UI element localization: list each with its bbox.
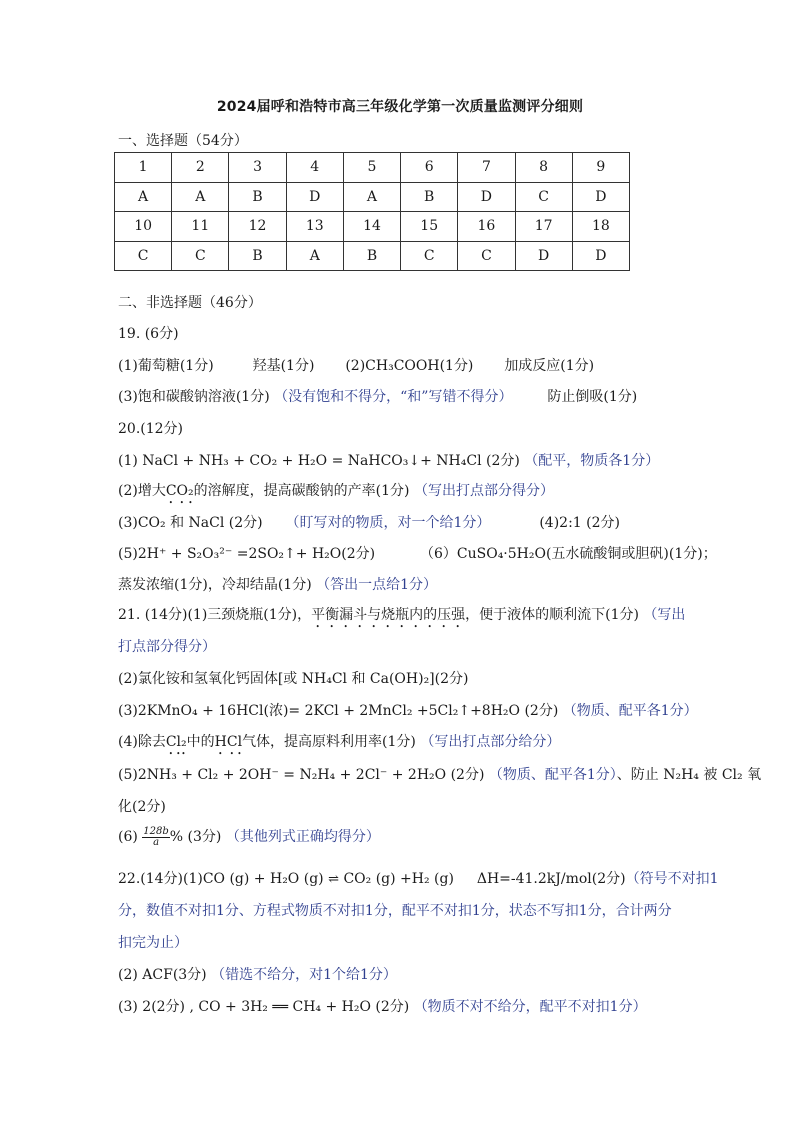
section-choice-heading: 一、选择题（54分）: [118, 133, 248, 149]
q20-line4: [118, 543, 717, 563]
q21-4-b: 中的: [186, 734, 215, 750]
answer-table-cell: D: [286, 182, 343, 212]
q19-2-addition: 加成反应(1分): [504, 358, 595, 374]
q21-6-denominator: a: [153, 836, 160, 848]
q19-3-note: （没有饱和不得分，“和”写错不得分）: [274, 389, 513, 405]
q20-line1: [118, 450, 659, 470]
q21-1-dotted: 平衡漏斗与烧瓶内的压强: [311, 607, 466, 623]
q21-3-note: （物质、配平各1分）: [562, 703, 698, 719]
q19-1-hydroxyl: 羟基(1分): [252, 358, 315, 374]
answer-table-cell: C: [172, 241, 229, 271]
answer-table-cell: C: [401, 241, 458, 271]
q20-3-answer: (3)CO₂ 和 NaCl (2分): [118, 515, 263, 531]
answer-table-row: [115, 212, 630, 242]
q21-5-note: （物质、配平各1分）: [488, 767, 617, 783]
q20-2-note: （写出打点部分得分）: [413, 483, 554, 499]
answer-table-cell: 11: [172, 212, 229, 242]
answer-table-cell: A: [115, 182, 172, 212]
q21-1-note: （写出: [643, 607, 686, 623]
q22-2-note: （错选不给分，对1个给1分）: [211, 967, 397, 983]
q21-line5: [118, 731, 560, 758]
q22-1-reactants: 22.(14分)(1)CO (g) + H₂O (g): [118, 871, 324, 887]
answer-table-cell: 16: [458, 212, 515, 242]
q20-2-text-a: (2)增大: [118, 483, 166, 499]
answer-table-cell: A: [286, 241, 343, 271]
q20-1-equation: (1) NaCl + NH₃ + CO₂ + H₂O = NaHCO₃↓+ NH₄Cl (2分): [118, 453, 520, 469]
q21-6-answer: % (3分): [169, 829, 222, 845]
q19-line2: [118, 386, 637, 406]
q21-4-dotted-cl2: Cl₂: [165, 734, 187, 750]
answer-table-row: [115, 153, 630, 183]
q20-2-text-b: 的溶解度，提高碳酸钠的产率(1分): [193, 483, 410, 499]
q20-heading: 20.(12分): [118, 421, 184, 437]
answer-table-cell: 2: [172, 153, 229, 183]
answer-table-cell: D: [572, 241, 629, 271]
q21-line6: [118, 764, 761, 784]
answer-table-cell: 14: [343, 212, 400, 242]
q19-heading: 19. (6分): [118, 326, 179, 342]
answer-table-cell: D: [458, 182, 515, 212]
answer-table-row: [115, 182, 630, 212]
answer-table-cell: 8: [515, 153, 572, 183]
q21-line2: 打点部分得分）: [118, 639, 216, 655]
answer-table-cell: 4: [286, 153, 343, 183]
q21-6-note: （其他列式正确均得分）: [225, 829, 380, 845]
q22-line5: [118, 996, 647, 1016]
answer-table-cell: A: [172, 182, 229, 212]
q21-1-b: ，便于液体的顺利流下(1分): [465, 607, 639, 623]
q20-6-answer: （6）CuSO₄·5H₂O(五水硫酸铜或胆矾)(1分)；: [419, 546, 717, 562]
answer-table-cell: B: [343, 241, 400, 271]
q20-3-note: （盯写对的物质，对一个给1分）: [285, 515, 491, 531]
q22-1-enthalpy: ΔH=-41.2kJ/mol(2分): [476, 871, 626, 887]
q22-line3: 扣完为止）: [118, 935, 188, 951]
section-nonchoice-heading: 二、非选择题（46分）: [118, 295, 262, 311]
q21-5-tail: 、防止 N₂H₄ 被 Cl₂ 氧: [616, 767, 762, 783]
q22-2-answer: (2) ACF(3分): [118, 967, 207, 983]
answer-table-cell: 5: [343, 153, 400, 183]
q22-1-note: （符号不对扣1: [625, 871, 719, 887]
answer-table-cell: C: [115, 241, 172, 271]
answer-table-cell: 1: [115, 153, 172, 183]
q20-1-note: （配平，物质各1分）: [524, 453, 660, 469]
q21-line7: 化(2分): [118, 799, 166, 815]
answer-table-cell: 17: [515, 212, 572, 242]
answer-table-cell: B: [229, 182, 286, 212]
answer-table-cell: 3: [229, 153, 286, 183]
q21-1-a: 21. (14分)(1)三颈烧瓶(1分)，: [118, 607, 312, 623]
q22-line2: 分，数值不对扣1分、方程式物质不对扣1分，配平不对扣1分，状态不写扣1分，合计两分: [118, 903, 672, 919]
answer-table-cell: A: [343, 182, 400, 212]
q20-2-dotted: CO₂: [165, 483, 194, 499]
q21-line3: (2)氯化铵和氢氧化钙固体[或 NH₄Cl 和 Ca(OH)₂](2分): [118, 671, 469, 687]
q19-1-glucose: (1)葡萄糖(1分): [118, 358, 214, 374]
q21-4-a: (4)除去: [118, 734, 166, 750]
q21-6-numerator: 128b: [143, 825, 169, 837]
q21-6-label: (6): [118, 829, 138, 845]
q21-line4: [118, 700, 698, 720]
q21-6-fraction: [142, 827, 170, 848]
q22-line1: [118, 868, 719, 888]
q22-1-products: CO₂ (g) +H₂ (g): [343, 871, 454, 887]
answer-table-cell: 9: [572, 153, 629, 183]
answer-table-cell: 6: [401, 153, 458, 183]
answer-table-cell: C: [515, 182, 572, 212]
answer-table-cell: 13: [286, 212, 343, 242]
q22-line4: [118, 964, 397, 984]
q19-2-acetic-acid: (2)CH₃COOH(1分): [345, 358, 474, 374]
q21-5-equation: (5)2NH₃ + Cl₂ + 2OH⁻ = N₂H₄ + 2Cl⁻ + 2H₂O (2分): [118, 767, 485, 783]
q22-3-products: CH₄ + H₂O (2分): [292, 999, 410, 1015]
answer-table-cell: C: [458, 241, 515, 271]
answer-table-cell: D: [572, 182, 629, 212]
page-title: 2024届呼和浩特市高三年级化学第一次质量监测评分细则: [216, 99, 584, 115]
answer-table-cell: B: [401, 182, 458, 212]
q22-3-reactants: (3) 2(2分) , CO + 3H₂: [118, 999, 268, 1015]
q20-5-equation: (5)2H⁺ + S₂O₃²⁻ =2SO₂↑+ H₂O(2分): [118, 546, 376, 562]
q21-4-c: 气体，提高原料利用率(1分): [242, 734, 416, 750]
answer-table: [114, 152, 630, 271]
answer-table-cell: B: [229, 241, 286, 271]
q21-line1: [118, 604, 685, 631]
q21-4-note: （写出打点部分给分）: [420, 734, 561, 750]
answer-table-cell: 10: [115, 212, 172, 242]
q21-line8: [118, 826, 380, 848]
q19-3-antisuck: 防止倒吸(1分): [547, 389, 638, 405]
q20-4-answer: (4)2:1 (2分): [539, 515, 620, 531]
q22-3-note: （物质不对不给分，配平不对扣1分）: [413, 999, 647, 1015]
answer-table-cell: D: [515, 241, 572, 271]
q20-6-steps: 蒸发浓缩(1分)，冷却结晶(1分): [118, 577, 312, 593]
answer-table-cell: 12: [229, 212, 286, 242]
answer-table-cell: 18: [572, 212, 629, 242]
q21-3-equation: (3)2KMnO₄ + 16HCl(浓)= 2KCl + 2MnCl₂ +5Cl₂↑+8H₂O (2分): [118, 703, 559, 719]
answer-table-row: [115, 241, 630, 271]
q20-6-note: （答出一点给1分）: [316, 577, 438, 593]
q20-line2: [118, 480, 554, 507]
q21-4-dotted-hcl: HCl: [214, 734, 243, 750]
answer-table-cell: 15: [401, 212, 458, 242]
answer-table-cell: 7: [458, 153, 515, 183]
q19-3-answer: (3)饱和碳酸钠溶液(1分): [118, 389, 270, 405]
q19-line1: [118, 355, 594, 375]
equals-arrow-icon: ══: [272, 1000, 289, 1015]
q20-line3: [118, 512, 620, 532]
equilibrium-arrow-icon: ⇌: [328, 872, 339, 887]
q20-line5: [118, 574, 437, 594]
